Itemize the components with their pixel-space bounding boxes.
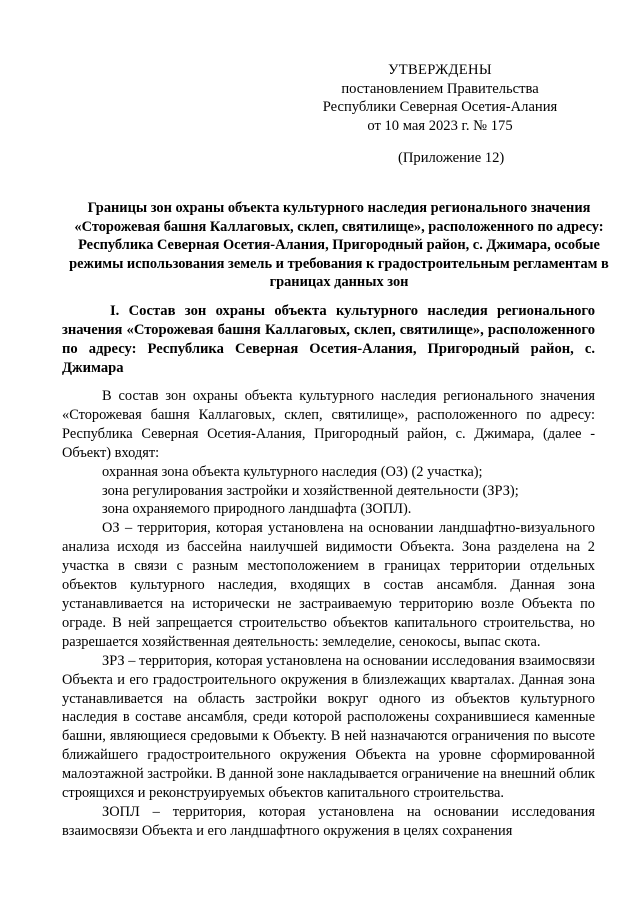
list-item-oz: охранная зона объекта культурного наследия (ОЗ) (2 участка); bbox=[102, 463, 483, 480]
section-title-text: I. Состав зон охраны объекта культурного наследия регионального значения «Сторожевая башня Каллаговых, склеп, святилище», расположенного по адресу: Республика Северная Осетия-Алания, Пригородный район, с. Джимара bbox=[62, 303, 595, 376]
paragraph-intro: В состав зон охраны объекта культурного наследия регионального значения «Сторожевая башня Каллаговых, склеп, святилище», расположенного по адресу: Республика Северная Осетия-Алания, Пригородный район, с. Джимара, (далее - Объект) входят: bbox=[62, 388, 595, 461]
paragraph-oz: ОЗ – территория, которая установлена на основании ландшафтно-визуального анализа исходя из бассейна наилучшей видимости Объекта. Зона разделена на 2 участка в связи с разным местоположением в границах территории отдельных объектов культурного наследия, входящих в состав ансамбля. Данная зона устанавливается на исторически не застраиваемую территорию возле Объекта по ограде. В ней запрещается строительство объектов капитального строительства, но разрешается хозяйственная деятельность: земледелие, сенокосы, выпас скота. bbox=[62, 520, 595, 650]
approval-line-2: Республики Северная Осетия-Алания bbox=[322, 99, 558, 115]
approval-line-3: от 10 мая 2023 г. № 175 bbox=[367, 117, 513, 134]
document-heading: Границы зон охраны объекта культурного наследия регионального значения «Сторожевая башня Каллаговых, склеп, святилище», расположенного по адресу: Республика Северная Осетия-Алания, Пригородный район, с. Джимара, особые режимы использования земель и требования к градостроительным регламентам в границах данных зон bbox=[69, 200, 609, 290]
body-text bbox=[62, 387, 595, 841]
paragraph-zrz: ЗРЗ – территория, которая установлена на основании исследования взаимосвязи Объекта и его градостроительного окружения в близлежащих кварталах. Данная зона устанавливается на область застройки вокруг одного из объектов культурного наследия в составе ансамбля, среди которой расположены сохранившиеся каменные башни, являющиеся средовыми к Объекту. В ней назначаются ограничения по высоте ближайшего градостроительного окружения Объекта на уровне сформированной малоэтажной застройки. В данной зоне накладывается ограничение на внешний облик строящихся и реконструируемых объектов капитального строительства. bbox=[62, 652, 595, 802]
approval-block bbox=[280, 61, 600, 135]
section-title bbox=[62, 302, 595, 378]
approval-line-1: постановлением Правительства bbox=[341, 80, 539, 97]
approval-title: УТВЕРЖДЕНЫ bbox=[388, 62, 492, 78]
paragraph-zopl: ЗОПЛ – территория, которая установлена на основании исследования взаимосвязи Объекта и его ландшафтного окружения в целях сохранения bbox=[62, 803, 595, 839]
list-item-zrz: зона регулирования застройки и хозяйственной деятельности (ЗРЗ); bbox=[102, 482, 519, 499]
annex-label: (Приложение 12) bbox=[398, 150, 505, 166]
list-item-zopl: зона охраняемого природного ландшафта (ЗОПЛ). bbox=[102, 501, 412, 518]
